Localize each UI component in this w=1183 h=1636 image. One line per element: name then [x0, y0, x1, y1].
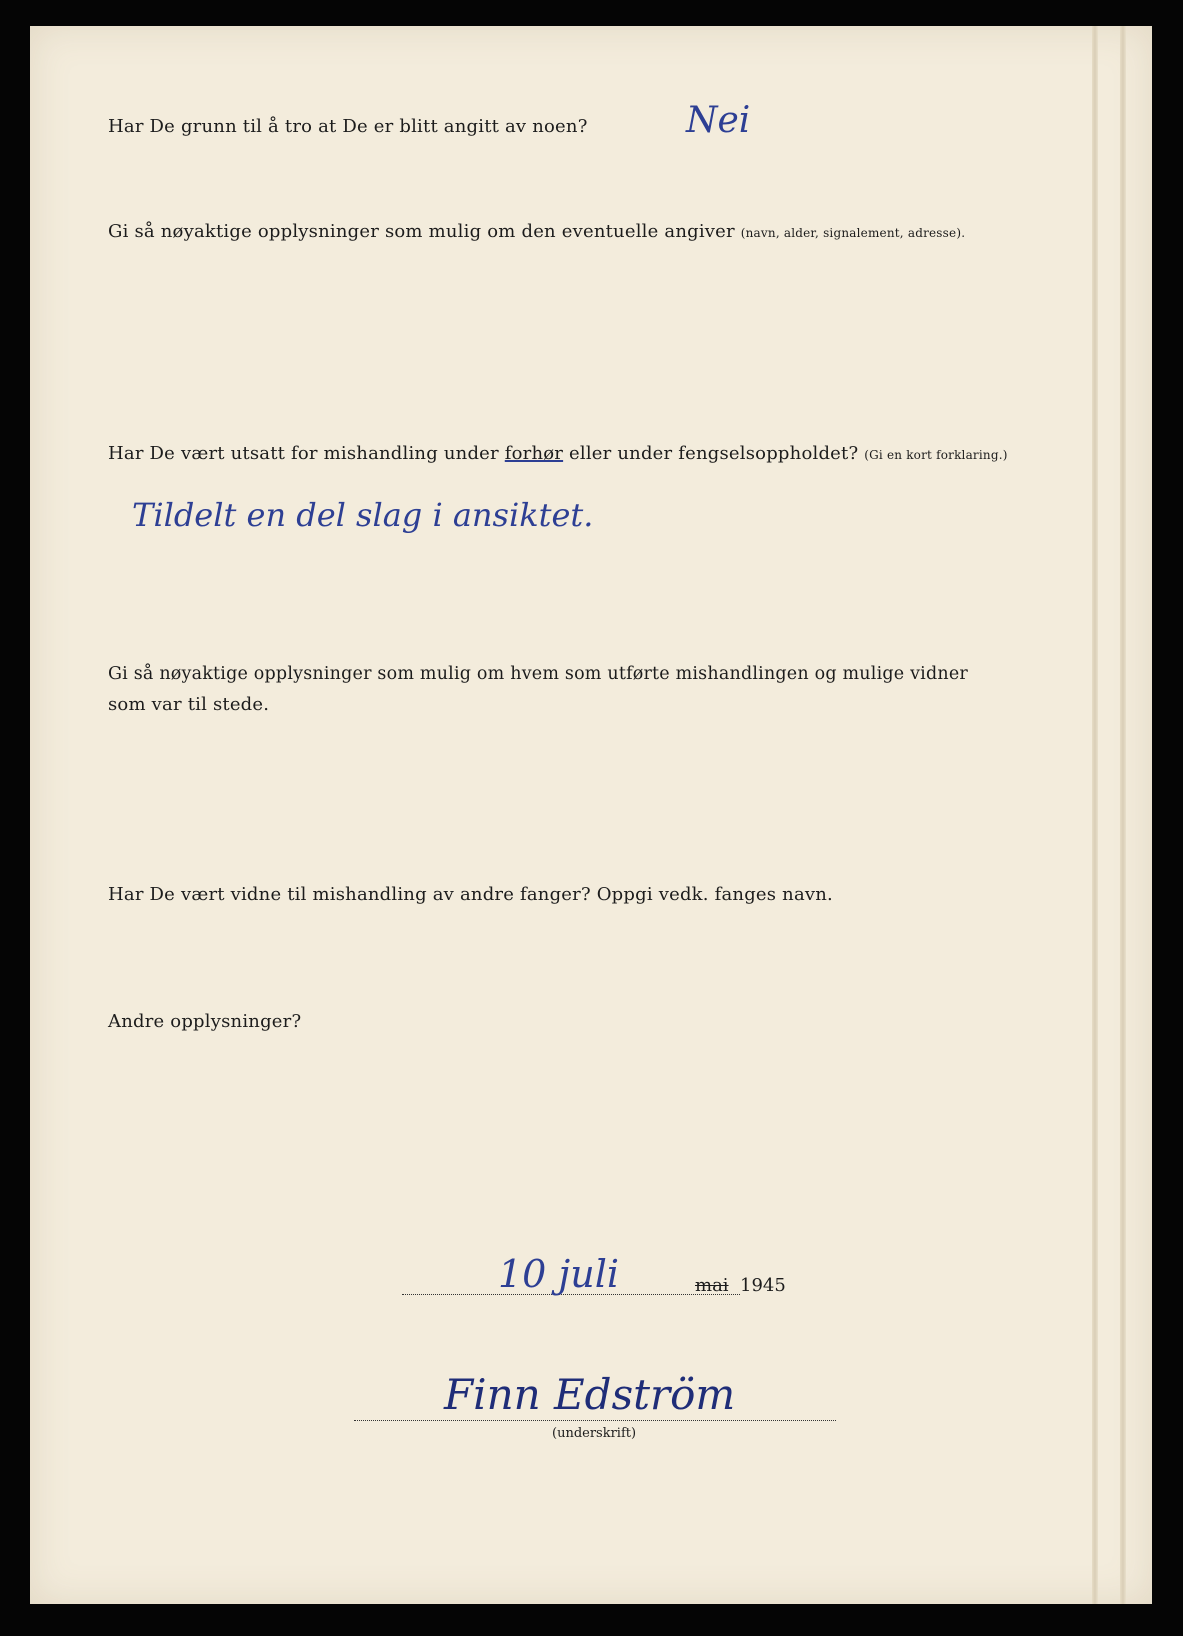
- answer-denounced: Nei: [686, 100, 751, 141]
- page-edge: [1120, 26, 1126, 1604]
- question-informer-note: (navn, alder, signalement, adresse).: [740, 226, 966, 240]
- question-mistreatment-note: (Gi en kort forklaring.): [864, 448, 1008, 462]
- signature-caption: (underskrift): [552, 1426, 637, 1441]
- form-page: [30, 26, 1152, 1604]
- question-denounced: Har De grunn til å tro at De er blitt angitt av noen?: [108, 116, 588, 137]
- date-year: 1945: [740, 1275, 786, 1296]
- question-informer-details: Gi så nøyaktige opplysninger som mulig om den eventuelle angiver (navn, alder, signalement, adresse).: [108, 221, 966, 242]
- answer-mistreatment: Tildelt en del slag i ansiktet.: [132, 496, 594, 534]
- struck-month: mai: [695, 1275, 729, 1296]
- question-mistreatment: Har De vært utsatt for mishandling under forhør eller under fengselsoppholdet? (Gi en kort forklaring.): [108, 443, 1008, 464]
- question-other-info: Andre opplysninger?: [108, 1011, 302, 1032]
- question-perpetrators-line2: som var til stede.: [108, 694, 270, 715]
- underlined-word: forhør: [504, 443, 564, 464]
- question-witnessed: Har De vært vidne til mishandling av andre fanger? Oppgi vedk. fanges navn.: [108, 884, 833, 905]
- signature-line: [354, 1420, 836, 1421]
- signature: Finn Edström: [444, 1370, 736, 1419]
- page-edge: [1092, 26, 1098, 1604]
- question-perpetrators-line1: Gi så nøyaktige opplysninger som mulig om hvem som utførte mishandlingen og mulige vidner: [108, 664, 968, 684]
- date-handwritten: 10 juli: [498, 1252, 619, 1296]
